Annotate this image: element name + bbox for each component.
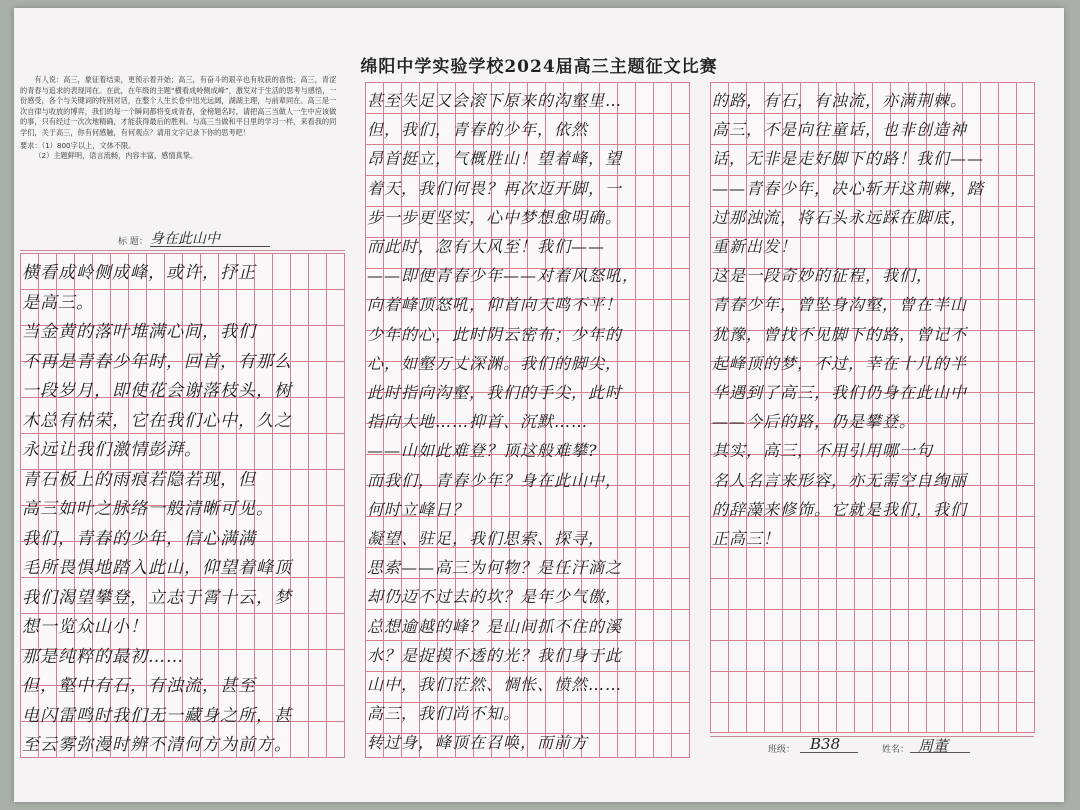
essay-line: 凝望、驻足，我们思索、探寻， bbox=[367, 529, 606, 548]
essay-line: 何时立峰日？ bbox=[367, 499, 470, 519]
essay-line: ——山如此难登？顶这般难攀? bbox=[367, 441, 598, 461]
essay-line: 毛所畏惧地踏入此山，仰望着峰顶 bbox=[22, 558, 292, 578]
essay-line: 华遇到了高三，我们仍身在此山中 bbox=[712, 383, 968, 402]
essay-line: 昂首挺立，气概胜山！望着峰，望 bbox=[367, 149, 623, 169]
essay-line: 起峰顶的梦，不过，幸在十几的半 bbox=[712, 353, 968, 373]
essay-line: ——即便青春少年——对着风怒吼， bbox=[367, 266, 640, 286]
essay-line: 但，我们，青春的少年，依然 bbox=[367, 120, 589, 140]
essay-line: 而我们，青春少年？身在此山中， bbox=[367, 470, 623, 490]
essay-line: 指向大地……抑首、沉默…… bbox=[367, 412, 589, 432]
essay-line: 不再是青春少年时，回首，有那么 bbox=[22, 351, 292, 372]
essay-line: 正高三！ bbox=[712, 529, 781, 548]
essay-line: 而此时，忽有大风至！我们—— bbox=[367, 237, 606, 256]
essay-line: 高三，不是向往童话，也非创造神 bbox=[712, 120, 968, 140]
essay-line: 甚至失足又会滚下原来的沟壑里… bbox=[367, 91, 623, 110]
essay-line: 我们，青春的少年，信心满满 bbox=[22, 528, 256, 549]
essay-line: 总想逾越的峰？是山间抓不住的溪 bbox=[367, 616, 623, 636]
name-label: 姓名： bbox=[882, 745, 910, 755]
essay-line: 名人名言来形容，亦无需空自绚丽 bbox=[712, 470, 968, 490]
essay-line: 横看成岭侧成峰，或许，抒正 bbox=[22, 263, 256, 283]
essay-line: 想一览众山小！ bbox=[22, 617, 148, 637]
prompt-requirement-2: （2）主题鲜明，语言流畅，内容丰富，感情真挚。 bbox=[34, 151, 198, 161]
essay-line: 那是纯粹的最初…… bbox=[22, 646, 184, 667]
essay-line: 的辞藻来修饰。它就是我们，我们 bbox=[712, 499, 968, 519]
footer bbox=[710, 736, 1034, 759]
essay-line: ——今后的路，仍是攀登。 bbox=[712, 412, 917, 432]
essay-line: 着天，我们何畏？再次迈开脚，一 bbox=[367, 178, 623, 198]
essay-line: 木总有枯荣，它在我们心中，久之 bbox=[22, 410, 292, 431]
prompt-paragraph: 有人说：高三，象征着结束，更预示着开始；高三，有奋斗的艰辛也有收获的喜悦；高三，青涩的青春与追求的表现同在。在此，在年级的主题“横看成岭侧成峰”，激发对于生活的思考与感悟，一份感受，各个与关键词的特别对话，在整个人生长卷中迅光远阔，湖湖主理，与前辈同在。高三是一次自律与收放的博弈，我们的每一个瞬间都将变成青春，金榜题名时，请把高三当做人一生中应该做的事，只有经过一次次地精确，才能获得最后的胜利。与高三当做和平日里的学习一样，来看我的同学们，关于高三，你有何感触，有何观点？请用文字记录下你的思考吧！ bbox=[20, 75, 337, 137]
essay-line: 水？是捉摸不透的光？我们身于此 bbox=[367, 645, 623, 665]
essay-line: 犹豫，曾找不见脚下的路，曾记不 bbox=[712, 324, 968, 344]
essay-line: 过那浊流，将石头永远踩在脚底， bbox=[712, 207, 968, 227]
topic-title-handwritten: 身在此山中 bbox=[150, 231, 220, 247]
topic-underline bbox=[150, 246, 270, 247]
essay-line: 其实，高三，不用引用哪一句 bbox=[712, 441, 934, 461]
essay-line: 高三，我们尚不知。 bbox=[367, 704, 521, 724]
essay-line: 重新出发！ bbox=[712, 237, 798, 256]
essay-line: 永远让我们激情彭湃。 bbox=[22, 440, 202, 460]
essay-line: 当金黄的落叶堆满心间，我们 bbox=[22, 322, 256, 342]
essay-line: 这是一段奇妙的征程，我们， bbox=[712, 266, 934, 286]
topic-label: 标 题： bbox=[118, 237, 148, 247]
essay-line: 我们渴望攀登，立志于霄十云，梦 bbox=[22, 587, 292, 608]
essay-line: 至云雾弥漫时辨不清何方为前方。 bbox=[22, 735, 292, 755]
essay-line: 思索——高三为何物？是任汗滴之 bbox=[367, 558, 623, 578]
essay-line: 是高三。 bbox=[22, 292, 94, 313]
essay-line: 转过身，峰顶在召唤，而前方 bbox=[367, 733, 589, 753]
essay-line: 却仍迈不过去的坎？是年少气傲， bbox=[367, 587, 623, 607]
class-value: B38 bbox=[810, 735, 841, 753]
essay-line: 电闪雷鸣时我们无一藏身之所，甚 bbox=[22, 705, 292, 726]
essay-line: 青石板上的雨痕若隐若现，但 bbox=[22, 469, 256, 490]
essay-line: 的路，有石，有浊流，亦满荆棘。 bbox=[712, 91, 968, 110]
name-value: 周董 bbox=[918, 737, 949, 755]
class-underline bbox=[800, 752, 858, 753]
essay-line: 但，壑中有石，有浊流，甚至 bbox=[22, 676, 256, 696]
class-label: 班级： bbox=[768, 745, 796, 755]
essay-line: 山中，我们茫然、惆怅、愤然…… bbox=[367, 675, 623, 694]
essay-line: 少年的心，此时阴云密布；少年的 bbox=[367, 324, 623, 344]
page-title: 绵阳中学实验学校2024届高三主题征文比赛 bbox=[360, 57, 718, 77]
essay-prompt bbox=[20, 75, 340, 162]
essay-line: 青春少年，曾坠身沟壑，曾在半山 bbox=[712, 295, 968, 315]
essay-line: 高三如叶之脉络一般清晰可见。 bbox=[22, 499, 274, 519]
essay-line: 话，无非是走好脚下的路！我们—— bbox=[712, 149, 985, 169]
name-underline bbox=[910, 752, 970, 753]
essay-line: 此时指向沟壑，我们的手尖，此时 bbox=[367, 383, 623, 402]
essay-line: ——青春少年，决心斩开这荆棘，踏 bbox=[712, 178, 985, 198]
essay-line: 一段岁月，即使花会谢落枝头，树 bbox=[22, 381, 292, 401]
essay-line: 步一步更坚实，心中梦想愈明确。 bbox=[367, 207, 623, 227]
essay-line: 向着峰顶怒吼，仰首向天鸣不平！ bbox=[367, 295, 623, 315]
prompt-requirement-1: 要求：（1）800字以上，文体不限。 bbox=[20, 140, 136, 150]
essay-line: 心，如壑万丈深渊。我们的脚尖， bbox=[367, 353, 623, 373]
